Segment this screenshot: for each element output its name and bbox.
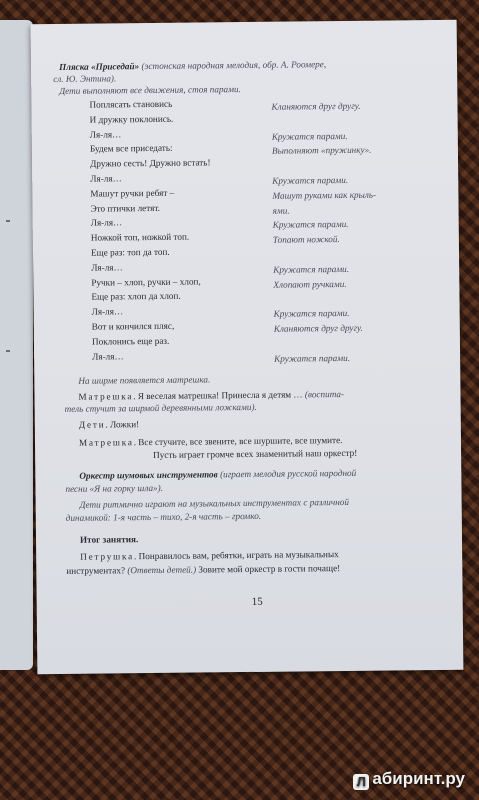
speech-text: . Ложки! — [105, 419, 140, 430]
speech-text: . Я веселая матрешка! Принесла я детям … — [133, 389, 305, 402]
orchestra-note-cont: динамикой: 1-я часть – тихо, 2-я часть – громко. — [65, 510, 262, 523]
speaker-name: Матрешка — [78, 437, 134, 448]
verse-lyric: Еще раз: топ да топ. — [90, 246, 170, 258]
verse-lyric: Ля-ля… — [91, 262, 123, 273]
orchestra-text-cont: песни «Я на горку шла»). — [65, 482, 164, 494]
verse-lyric: Машут ручки ребят – — [90, 187, 175, 199]
verse-lyric: Ля-ля… — [90, 217, 123, 229]
page-mark — [6, 220, 10, 222]
dance-subtitle: (эстонская народная мелодия, обр. А. Роомере, — [141, 59, 327, 72]
speaker-name: Дети — [78, 419, 106, 430]
stage-direction: На ширме появляется матрешка. — [78, 374, 211, 386]
verse-action: ями. — [272, 205, 290, 216]
speech-text: Зовите мой оркестр в гости почаще! — [196, 563, 341, 575]
verse-action: Кружатся парами. — [273, 263, 350, 275]
verse-lyric: Вот и кончился пляс, — [91, 320, 175, 332]
stage-note: (Ответы детей.) — [127, 564, 197, 576]
verse-lyric: Ножкой топ, ножкой топ. — [90, 231, 190, 243]
verse-lyric: Дружно сесть! Дружно встать! — [90, 157, 211, 169]
orchestra-text: (играет мелодия русской народной — [217, 467, 357, 480]
verse-lyric: Еще раз: хлоп да хлоп. — [91, 291, 181, 303]
verse-lyric: Поклонись еще раз. — [91, 335, 170, 347]
verse-lyric: Ручки – хлоп, ручки – хлоп, — [91, 276, 201, 288]
page-number: 15 — [251, 595, 263, 608]
verse-lyric: Ля-ля… — [89, 128, 122, 140]
verse-action: Кружатся парами. — [271, 130, 348, 142]
dance-instruction: Дети выполняют все движения, стоя парами. — [59, 84, 241, 96]
orchestra-title: Оркестр шумовых инструментов — [79, 469, 218, 481]
matryoshka-line-2 — [79, 435, 343, 449]
verse-action: Кружатся парами. — [272, 219, 349, 231]
verse-action: Топают ножкой. — [272, 234, 340, 245]
verse-action: Кружатся парами. — [273, 308, 350, 319]
matryoshka-line-1 — [78, 389, 344, 403]
adjacent-page — [0, 20, 33, 670]
speech-text: . Все стучите, все звените, все шуршите, все шумите. — [133, 435, 343, 448]
verse-lyric: Поплясать становись — [89, 98, 173, 110]
verse-lyric: Ля-ля… — [91, 306, 124, 317]
book-page — [31, 20, 464, 674]
labirint-logo-icon: Л — [353, 774, 369, 790]
orchestra-note: Дети ритмично играют на музыкальных инструментах с различной — [79, 496, 350, 510]
dance-title: Пляска «Приседай» — [59, 61, 140, 72]
verse-action: Кружатся парами. — [274, 352, 351, 364]
stage-note-cont: тель стучит за ширмой деревянными ложками). — [64, 401, 257, 414]
speech-text: . Понравилось вам, ребятки, играть на музыкальных — [133, 549, 339, 562]
summary-heading: Итог занятия. — [79, 534, 139, 545]
verse-lyric: Будем все приседать: — [89, 143, 173, 155]
children-line — [79, 419, 139, 431]
petrushka-line-1 — [80, 549, 339, 563]
speech-text-cont: Пусть играет громче всех знаменитый наш оркестр! — [153, 447, 358, 460]
speech-text: инструментах? — [66, 565, 128, 576]
verse-lyric: Ля-ля… — [92, 350, 124, 362]
verse-lyric: И дружку поклонись. — [89, 113, 174, 125]
petrushka-line-2 — [66, 563, 340, 577]
dance-heading — [59, 59, 326, 73]
verse-action: Кланяются друг другу. — [271, 100, 361, 112]
verse-lyric: Ля-ля… — [90, 173, 122, 184]
stage-note: (воспита- — [304, 388, 345, 400]
page-mark — [6, 350, 10, 352]
verse-action: Кружатся парами. — [272, 174, 349, 186]
watermark-text: абиринт.ру — [372, 769, 465, 788]
verse-action: Кланяются друг другу. — [273, 322, 363, 334]
verse-action: Машут руками как крыль- — [272, 189, 377, 201]
dance-subtitle-2: сл. Ю. Энтина). — [53, 73, 117, 85]
verse-lyric: Это птички летят. — [90, 202, 160, 214]
verse-action: Выполняют «пружинку». — [271, 145, 372, 157]
watermark — [353, 769, 465, 790]
orchestra-heading — [79, 468, 356, 482]
speaker-name: Петрушка — [80, 551, 135, 562]
speaker-name: Матрешка — [78, 391, 134, 402]
verse-action: Хлопают ручками. — [273, 278, 347, 290]
